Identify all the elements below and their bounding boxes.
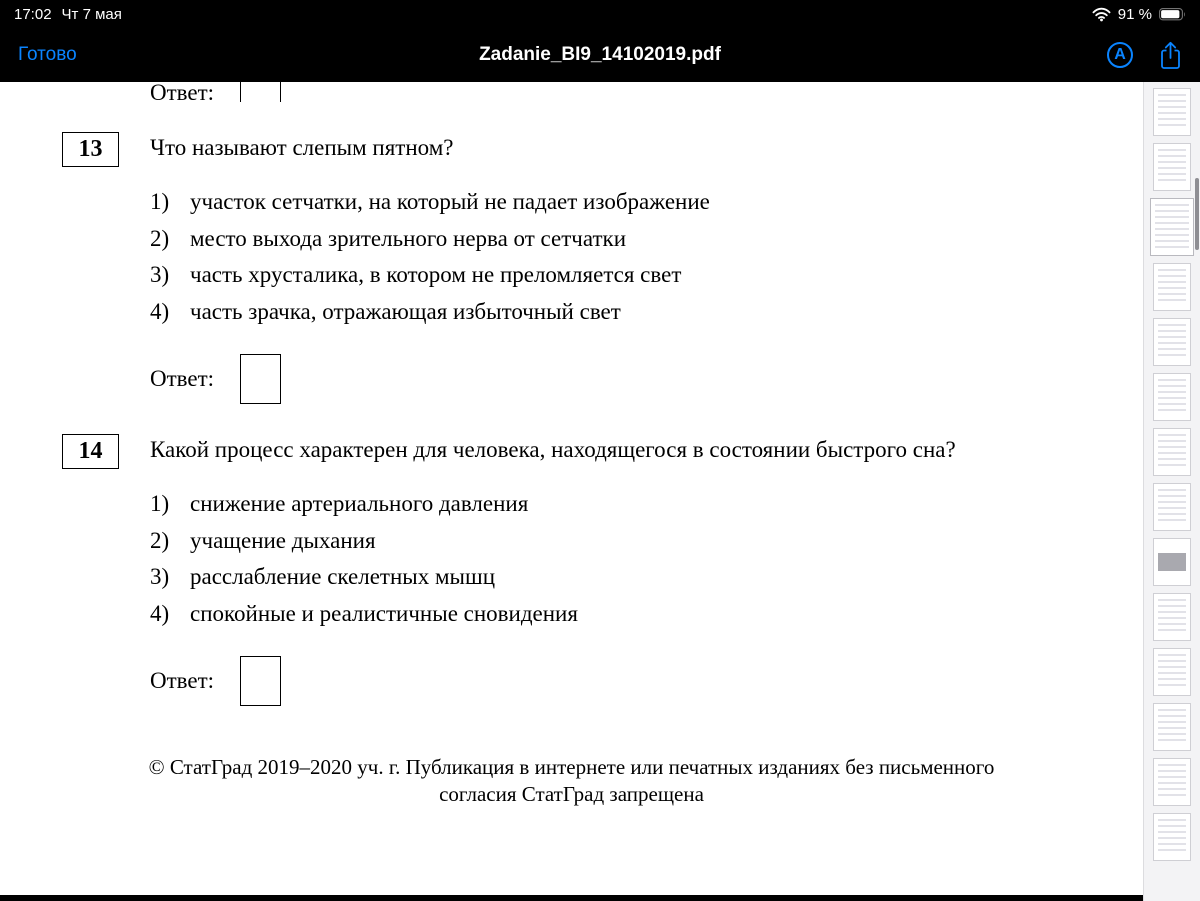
answer-row: [0, 354, 1143, 404]
nav-bar: [0, 28, 1200, 82]
pdf-page: [0, 82, 1143, 901]
answer-box: [240, 656, 281, 706]
page-thumbnail[interactable]: [1153, 538, 1191, 586]
status-bar: [0, 0, 1200, 28]
battery-percent: 91 %: [1117, 5, 1152, 23]
option: 2) место выхода зрительного нерва от сетчатки: [150, 225, 627, 251]
page-thumbnail[interactable]: [1153, 703, 1191, 751]
text-appearance-icon[interactable]: A: [1107, 42, 1133, 68]
answer-label: Ответ:: [150, 366, 215, 391]
option: 3) расслабление скелетных мышц: [150, 564, 495, 589]
option: 4) спокойные и реалистичные сновидения: [150, 600, 578, 626]
page-thumbnail[interactable]: [1153, 593, 1191, 641]
option: 2) учащение дыхания: [150, 527, 376, 553]
question-number-box: 13: [62, 132, 119, 167]
answer-label: Ответ:: [150, 668, 215, 693]
page-thumbnail[interactable]: [1153, 483, 1191, 531]
page-thumbnail[interactable]: [1153, 263, 1191, 311]
options-list: [0, 184, 1143, 330]
page-thumbnail[interactable]: [1153, 428, 1191, 476]
option: 1) участок сетчатки, на который не падает изображение: [150, 189, 710, 214]
page-thumbnail[interactable]: [1153, 88, 1191, 136]
question-13: [0, 132, 1143, 404]
question-number-box: 14: [62, 434, 119, 469]
question-14: [0, 434, 1143, 706]
content-area: [0, 82, 1200, 901]
share-icon[interactable]: [1159, 41, 1182, 70]
page-edge: [0, 895, 1143, 901]
question-text: Какой процесс характерен для человека, находящегося в состоянии быстрого сна?: [150, 437, 956, 462]
question-text: Что называют слепым пятном?: [150, 135, 454, 160]
page-thumbnail[interactable]: [1153, 813, 1191, 861]
page-thumbnail[interactable]: [1153, 758, 1191, 806]
answer-label: Ответ:: [150, 82, 215, 102]
answer-row: [0, 656, 1143, 706]
status-date: Чт 7 мая: [61, 5, 122, 23]
status-time: 17:02: [14, 5, 52, 23]
done-button[interactable]: Готово: [18, 44, 77, 65]
thumbnail-sidebar: [1143, 82, 1200, 901]
option: 4) часть зрачка, отражающая избыточный свет: [150, 298, 621, 324]
page-thumbnail[interactable]: [1153, 318, 1191, 366]
page-thumbnail[interactable]: [1153, 648, 1191, 696]
battery-icon: [1159, 8, 1186, 21]
page-thumbnail-selected[interactable]: [1150, 198, 1194, 256]
document-title: Zadanie_BI9_14102019.pdf: [479, 44, 721, 65]
option: 3) часть хрусталика, в котором не преломляется свет: [150, 262, 682, 287]
wifi-icon: [1092, 7, 1111, 22]
cutoff-answer-row: [0, 82, 1143, 102]
sidebar-scrollbar[interactable]: [1195, 178, 1199, 250]
page-thumbnail[interactable]: [1153, 143, 1191, 191]
copyright-footer: © СтатГрад 2019–2020 уч. г. Публикация в интернете или печатных изданиях без письменного согласия СтатГрад запрещена: [148, 755, 995, 806]
option: 1) снижение артериального давления: [150, 491, 529, 516]
page-thumbnail[interactable]: [1153, 373, 1191, 421]
answer-box: [240, 82, 281, 102]
options-list: [0, 486, 1143, 632]
answer-box: [240, 354, 281, 404]
